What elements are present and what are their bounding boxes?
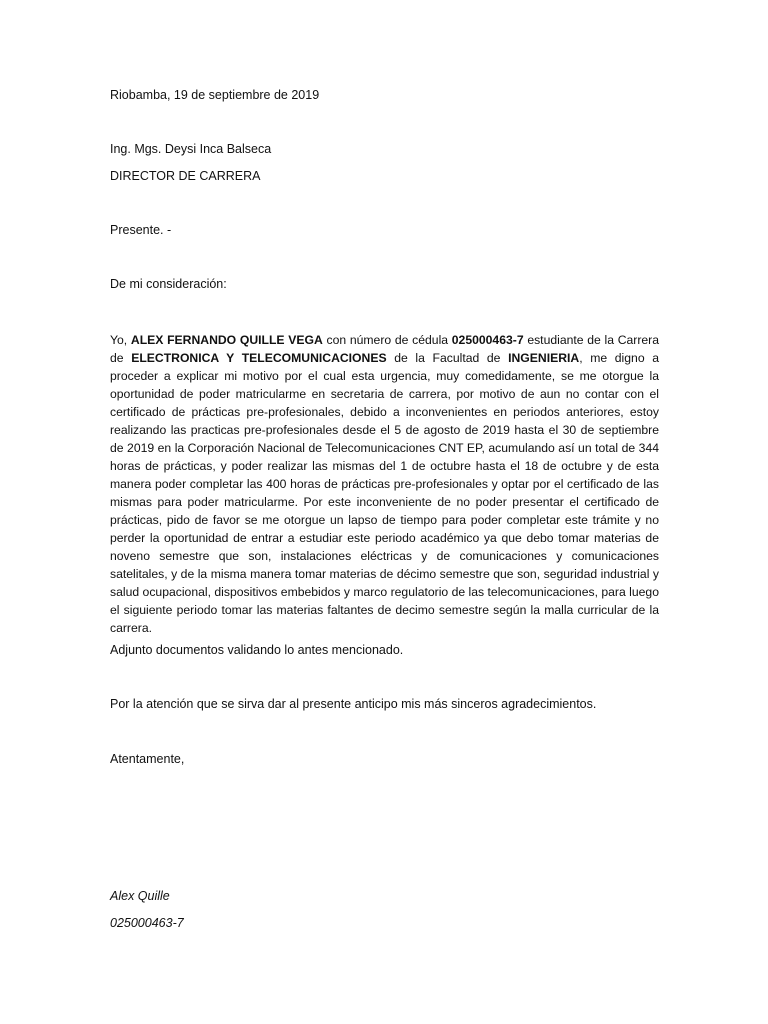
- student-id: 025000463-7: [451, 333, 524, 347]
- faculty-name: INGENIERIA: [508, 351, 580, 365]
- career-name: ELECTRONICA Y TELECOMUNICACIONES: [131, 351, 387, 365]
- signature-name: Alex Quille: [110, 889, 170, 903]
- signature-id: 025000463-7: [110, 916, 184, 930]
- body-text-3: estudiante de la Carrera de: [110, 333, 660, 365]
- recipient-name: Ing. Mgs. Deysi Inca Balseca: [110, 142, 272, 156]
- closing-thanks: Por la atención que se sirva dar al presente anticipo mis más sinceros agradecimientos.: [110, 697, 597, 711]
- salutation: De mi consideración:: [110, 277, 227, 291]
- body-text-5: , me digno a proceder a explicar mi motivo por el cual esta urgencia, muy comedidamente, se me otorgue la oportunidad de poder matricularme en secretaria de carrera, por motivo de aun no contar con el certificado de prácticas pre-profesionales, debido a inconvenientes en periodos anteriores, estoy realizando las practicas pre-profesionales desde el 5 de agosto de 2019 hasta el 30 de septiembre de 2019 en la Corporación Nacional de Telecomunicaciones CNT EP, acumulando así un total de 344 horas de prácticas, y poder realizar las mismas del 1 de octubre hasta el 18 de octubre y de esta manera poder completar las 400 horas de prácticas pre-profesionales y optar por el certificado de las mismas para poder matricularme. Por este inconveniente de no poder presentar el certificado de prácticas, pido de favor se me otorgue un lapso de tiempo para poder completar este trámite y no perder la oportunidad de entrar a estudiar este periodo académico ya que debo tomar materias de noveno semestre que son, instalaciones eléctricas y de comunicaciones y comunicaciones satelitales, y de la misma manera tomar materias de décimo semestre que son, seguridad industrial y salud ocupacional, dispositivos embebidos y marco regulatorio de las telecomunicaciones, para luego el siguiente periodo tomar las materias faltantes de decimo semestre según la malla curricular de la carrera.: [110, 351, 659, 635]
- closing: Atentamente,: [110, 752, 185, 766]
- body-text-1: Yo,: [110, 333, 131, 347]
- student-name: ALEX FERNANDO QUILLE VEGA: [130, 333, 323, 347]
- presente-line: Presente. -: [110, 223, 172, 237]
- body-text-4: de la Facultad de: [386, 351, 509, 365]
- body-text-2: con número de cédula: [322, 333, 452, 347]
- attachment-note: Adjunto documentos validando lo antes mencionado.: [110, 643, 404, 657]
- place-date: Riobamba, 19 de septiembre de 2019: [110, 88, 320, 102]
- recipient-title: DIRECTOR DE CARRERA: [110, 169, 261, 183]
- letter-body-paragraph: [110, 331, 659, 637]
